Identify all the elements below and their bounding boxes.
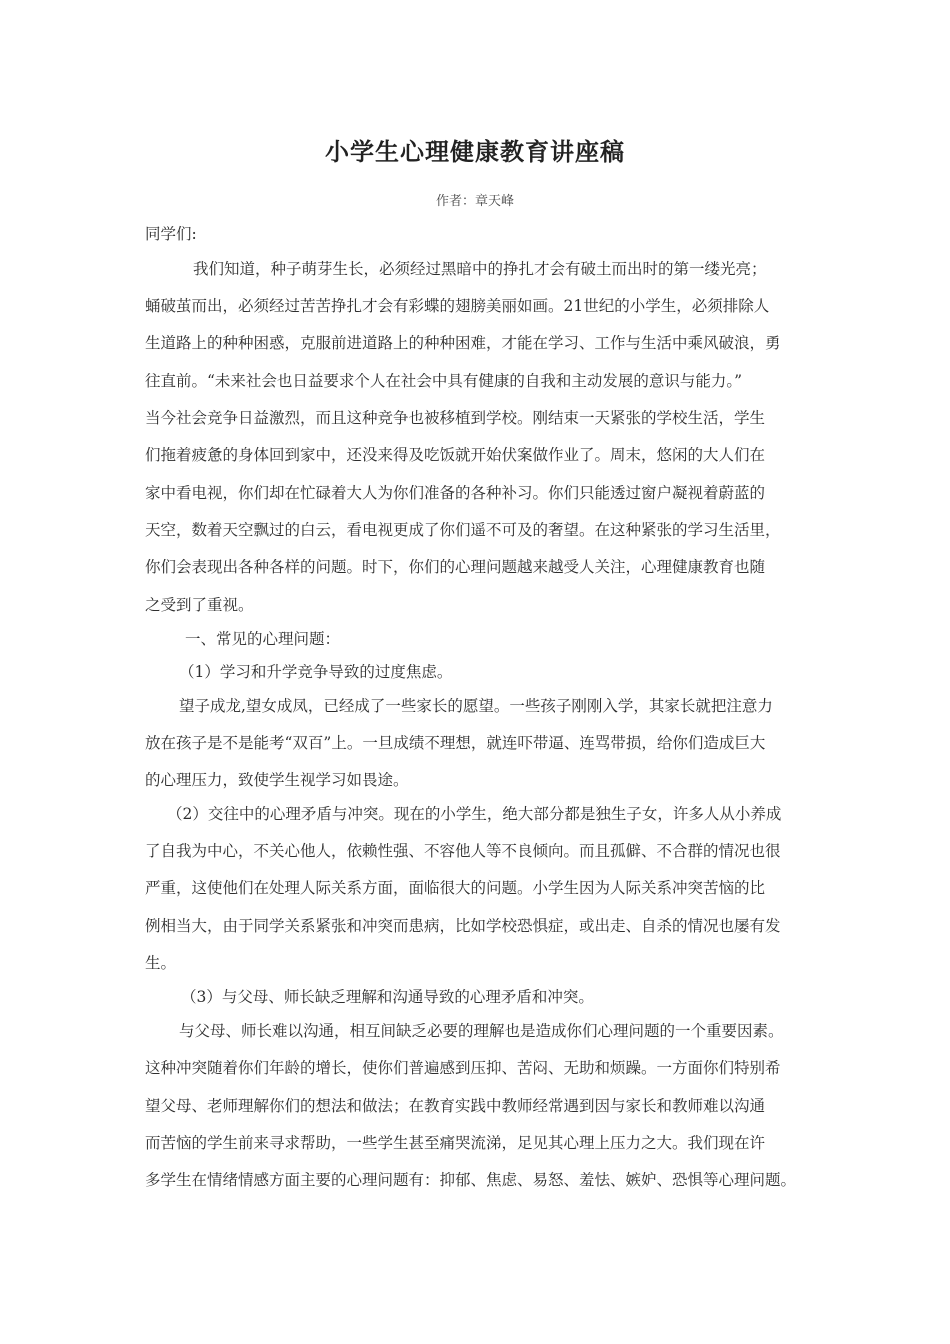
body-line: 这种冲突随着你们年龄的增长，使你们普遍感到压抑、苦闷、无助和烦躁。一方面你们特别希	[145, 1059, 781, 1077]
body-line: 多学生在情绪情感方面主要的心理问题有：抑郁、焦虑、易怒、羞怯、嫉妒、恐惧等心理问题。	[145, 1171, 797, 1189]
body-line: 家中看电视，你们却在忙碌着大人为你们准备的各种补习。你们只能透过窗户凝视着蔚蓝的	[145, 484, 766, 502]
body-line: 望子成龙,望女成凤，已经成了一些家长的愿望。一些孩子刚刚入学，其家长就把注意力	[179, 697, 773, 715]
body-line: 的心理压力，致使学生视学习如畏途。	[145, 771, 409, 789]
body-line: 我们知道，种子萌芽生长，必须经过黑暗中的挣扎才会有破土而出时的第一缕光亮；	[193, 260, 767, 278]
body-line: 放在孩子是不是能考“双百”上。一旦成绩不理想，就连吓带逼、连骂带损，给你们造成巨大	[145, 734, 766, 752]
body-line: 而苦恼的学生前来寻求帮助，一些学生甚至痛哭流涕，足见其心理上压力之大。我们现在许	[145, 1134, 766, 1152]
body-line: 同学们:	[145, 225, 197, 243]
body-line: 们拖着疲惫的身体回到家中，还没来得及吃饭就开始伏案做作业了。周末，悠闲的大人们在	[145, 446, 766, 464]
body-line: 例相当大，由于同学关系紧张和冲突而患病，比如学校恐惧症，或出走、自杀的情况也屡有发	[145, 917, 781, 935]
body-line: 天空，数着天空飘过的白云，看电视更成了你们遥不可及的奢望。在这种紧张的学习生活里，	[145, 521, 781, 539]
body-line: 生。	[145, 954, 177, 972]
body-line: 当今社会竞争日益激烈，而且这种竞争也被移植到学校。刚结束一天紧张的学校生活，学生	[145, 409, 766, 427]
body-line: （3）与父母、师长缺乏理解和沟通导致的心理矛盾和冲突。	[181, 988, 594, 1006]
body-line: 一、常见的心理问题：	[185, 630, 341, 648]
body-line: 往直前。“未来社会也日益要求个人在社会中具有健康的自我和主动发展的意识与能力。”	[145, 372, 743, 390]
body-line: 你们会表现出各种各样的问题。时下，你们的心理问题越来越受人关注，心理健康教育也随	[145, 558, 766, 576]
document-title: 小学生心理健康教育讲座稿	[325, 137, 625, 166]
body-line: 与父母、师长难以沟通，相互间缺乏必要的理解也是造成你们心理问题的一个重要因素。	[179, 1022, 784, 1040]
body-line: （1）学习和升学竞争导致的过度焦虑。	[179, 663, 453, 681]
body-line: 严重，这使他们在处理人际关系方面，面临很大的问题。小学生因为人际关系冲突苦恼的比	[145, 879, 766, 897]
body-line: 之受到了重视。	[145, 596, 254, 614]
body-line: （2）交往中的心理矛盾与冲突。现在的小学生，绝大部分都是独生子女，许多人从小养成	[167, 805, 782, 823]
body-line: 望父母、老师理解你们的想法和做法；在教育实践中教师经常遇到因与家长和教师难以沟通	[145, 1097, 766, 1115]
document-author: 作者：章天峰	[435, 194, 514, 209]
body-line: 蛹破茧而出，必须经过苦苦挣扎才会有彩蝶的翅膀美丽如画。21世纪的小学生，必须排除人	[145, 297, 770, 315]
body-line: 生道路上的种种困惑，克服前进道路上的种种困难，才能在学习、工作与生活中乘风破浪，勇	[145, 334, 781, 352]
body-line: 了自我为中心，不关心他人，依赖性强、不容他人等不良倾向。而且孤僻、不合群的情况也很	[145, 842, 781, 860]
